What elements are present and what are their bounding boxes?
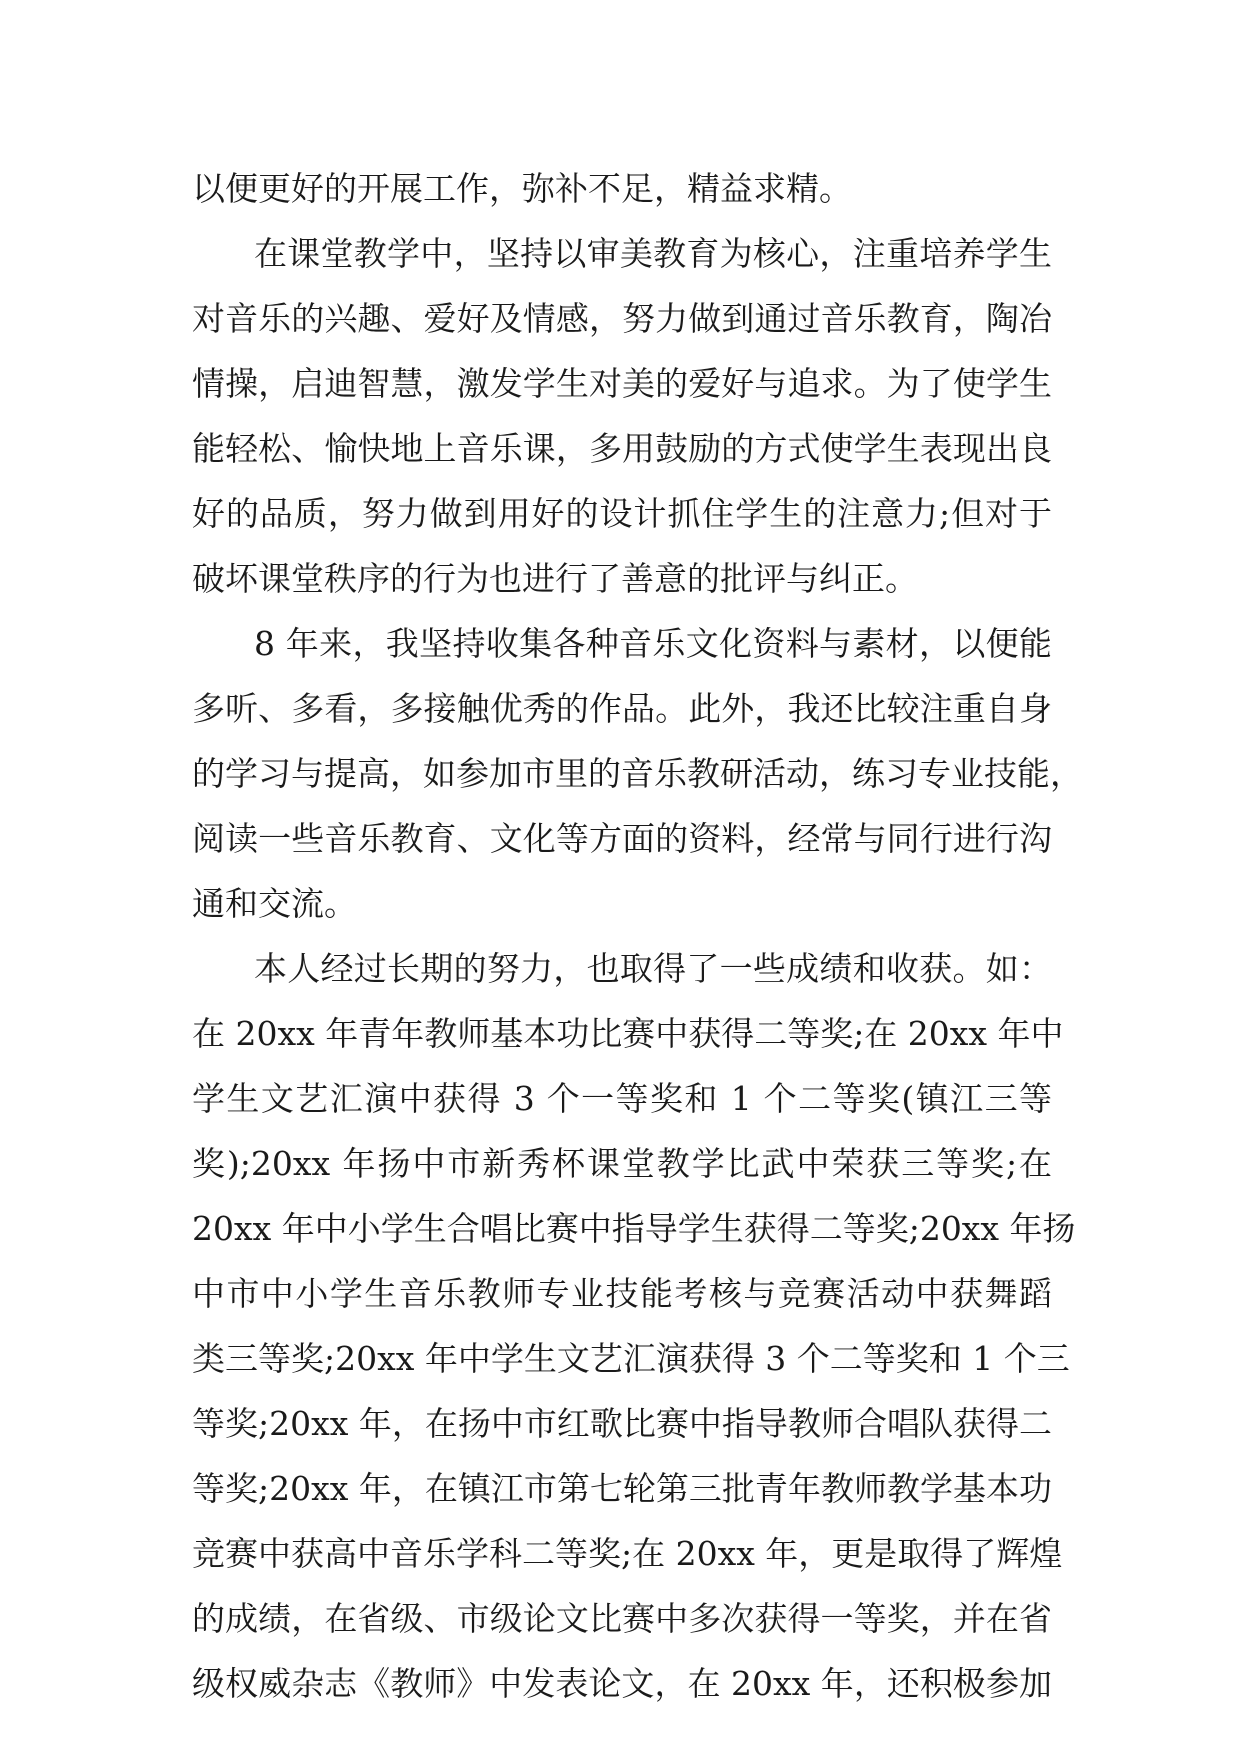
text-line: 情操，启迪智慧，激发学生对美的爱好与追求。为了使学生 (192, 364, 1052, 403)
text-line: 通和交流。 (192, 884, 357, 923)
text-line: 好的品质，努力做到用好的设计抓住学生的注意力;但对于 (192, 494, 1052, 533)
text-line: 多听、多看，多接触优秀的作品。此外，我还比较注重自身 (192, 689, 1052, 728)
text-line: 奖);20xx 年扬中市新秀杯课堂教学比武中荣获三等奖;在 (192, 1144, 1052, 1183)
text-line: 级权威杂志《教师》中发表论文，在 20xx 年，还积极参加 (192, 1664, 1052, 1703)
text-line: 学生文艺汇演中获得 3 个一等奖和 1 个二等奖(镇江三等 (192, 1079, 1052, 1118)
text-line: 阅读一些音乐教育、文化等方面的资料，经常与同行进行沟 (192, 819, 1052, 858)
text-line: 能轻松、愉快地上音乐课，多用鼓励的方式使学生表现出良 (192, 429, 1052, 468)
text-line: 竞赛中获高中音乐学科二等奖;在 20xx 年，更是取得了辉煌 (192, 1534, 1063, 1573)
text-line: 类三等奖;20xx 年中学生文艺汇演获得 3 个二等奖和 1 个三 (192, 1339, 1070, 1378)
document-body (192, 156, 1083, 1716)
text-line: 的学习与提高，如参加市里的音乐教研活动，练习专业技能， (192, 754, 1083, 793)
text-line: 的成绩，在省级、市级论文比赛中多次获得一等奖，并在省 (192, 1599, 1052, 1638)
text-line: 等奖;20xx 年，在镇江市第七轮第三批青年教师教学基本功 (192, 1469, 1052, 1508)
paragraph-first-line: 8 年来，我坚持收集各种音乐文化资料与素材，以便能 (254, 624, 1052, 663)
text-line: 等奖;20xx 年，在扬中市红歌比赛中指导教师合唱队获得二 (192, 1404, 1052, 1443)
text-line: 20xx 年中小学生合唱比赛中指导学生获得二等奖;20xx 年扬 (192, 1209, 1076, 1248)
text-line: 破坏课堂秩序的行为也进行了善意的批评与纠正。 (192, 559, 918, 598)
text-line: 以便更好的开展工作，弥补不足，精益求精。 (192, 169, 852, 208)
text-line: 对音乐的兴趣、爱好及情感，努力做到通过音乐教育，陶冶 (192, 299, 1052, 338)
paragraph-first-line: 本人经过长期的努力，也取得了一些成绩和收获。如： (254, 949, 1052, 988)
paragraph-first-line: 在课堂教学中，坚持以审美教育为核心，注重培养学生 (254, 234, 1052, 273)
text-line: 在 20xx 年青年教师基本功比赛中获得二等奖;在 20xx 年中 (192, 1014, 1064, 1053)
text-line: 中市中小学生音乐教师专业技能考核与竞赛活动中获舞蹈 (192, 1274, 1052, 1313)
